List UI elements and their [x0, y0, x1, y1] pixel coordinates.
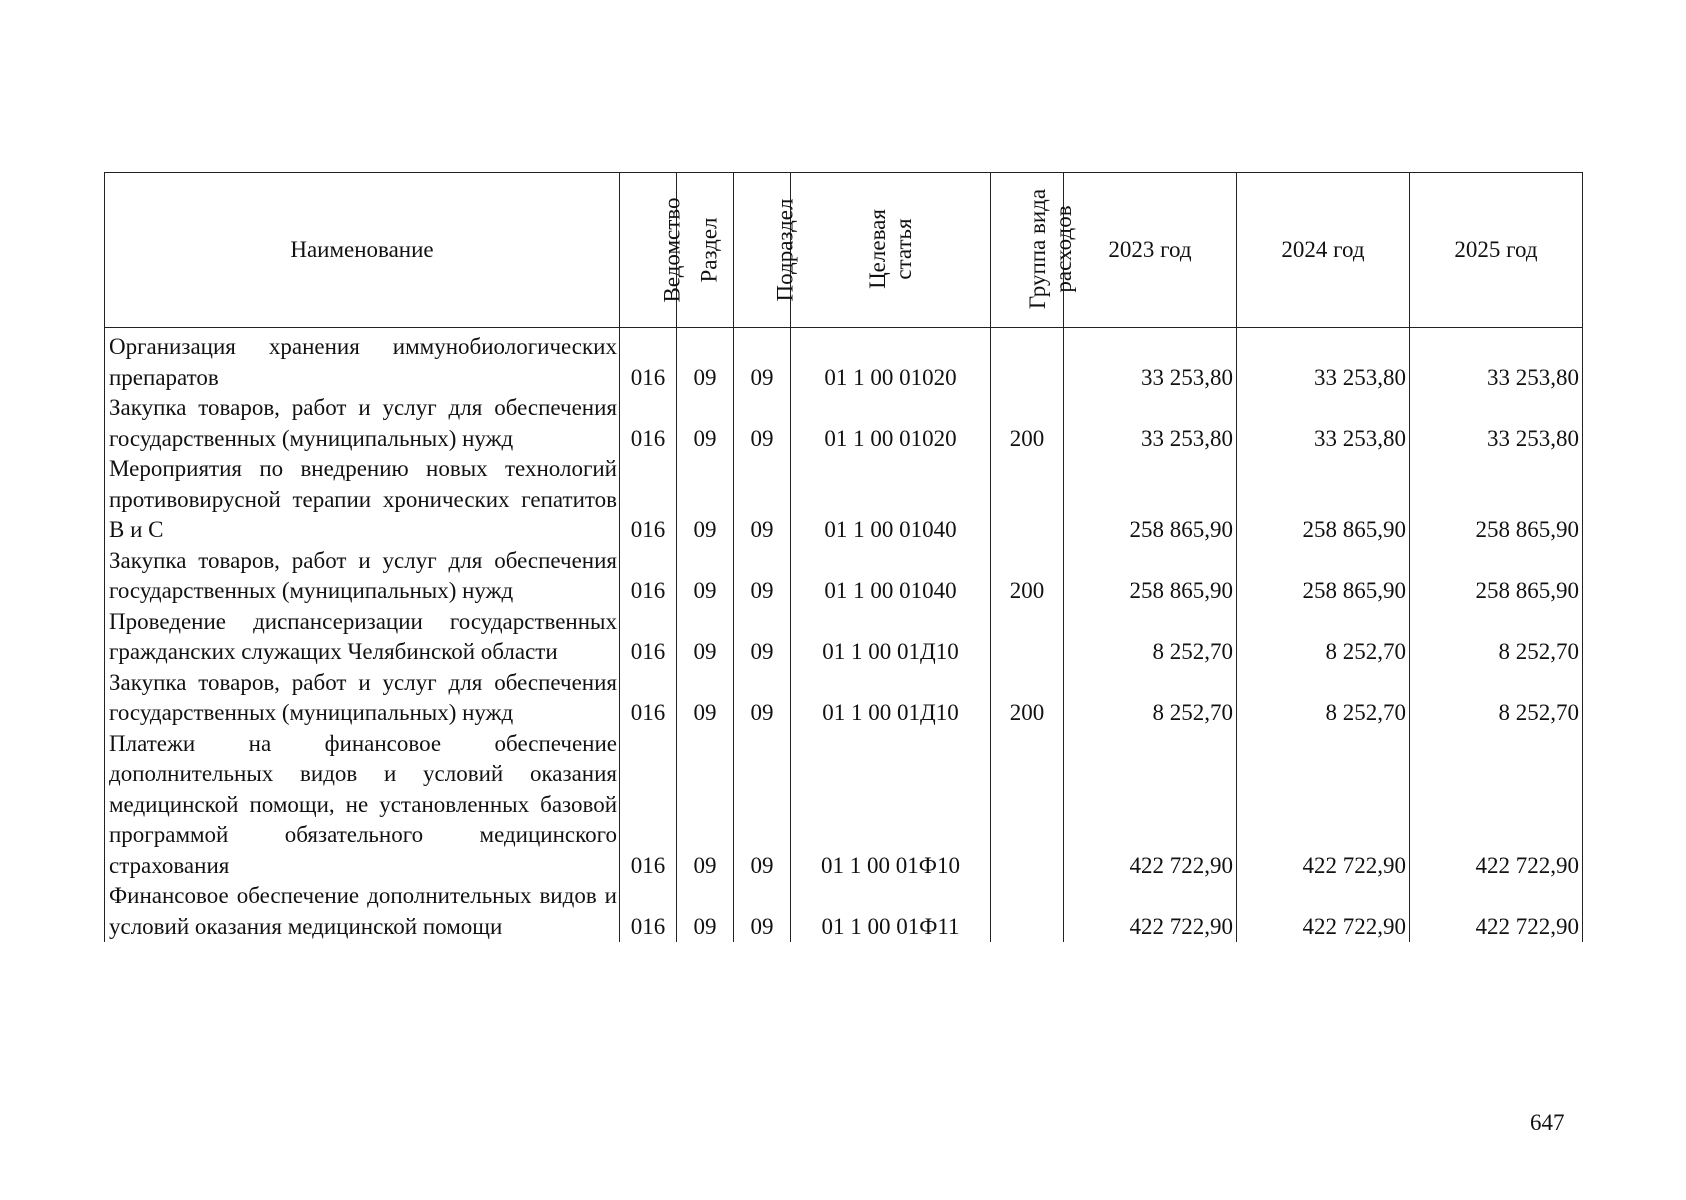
row-dept: 016	[620, 328, 677, 394]
row-group	[991, 729, 1064, 882]
row-2023: 422 722,90	[1064, 729, 1237, 882]
table-row	[105, 454, 1583, 546]
row-group	[991, 607, 1064, 668]
row-dept: 016	[620, 607, 677, 668]
row-section: 09	[677, 607, 734, 668]
header-name-label: Наименование	[290, 236, 434, 262]
row-target: 01 1 00 01020	[791, 393, 991, 454]
row-name: Закупка товаров, работ и услуг для обеспечения государственных (муниципальных) нужд	[105, 546, 620, 607]
table-row	[105, 393, 1583, 454]
row-target: 01 1 00 01Д10	[791, 668, 991, 729]
row-dept: 016	[620, 881, 677, 942]
table-row	[105, 328, 1583, 394]
row-section: 09	[677, 668, 734, 729]
row-dept: 016	[620, 729, 677, 882]
row-group	[991, 328, 1064, 394]
row-name: Платежи на финансовое обеспечение дополнительных видов и условий оказания медицинской помощи, не установленных базовой программой обязательного медицинского страхования	[105, 729, 620, 882]
row-section: 09	[677, 546, 734, 607]
header-group-label	[1025, 189, 1077, 309]
budget-table	[104, 172, 1583, 942]
row-2024: 422 722,90	[1237, 881, 1410, 942]
row-2023: 8 252,70	[1064, 607, 1237, 668]
header-subsection-label: Подраздел	[772, 198, 798, 302]
row-name: Финансовое обеспечение дополнительных видов и условий оказания медицинской помощи	[105, 881, 620, 942]
row-subsection: 09	[734, 454, 791, 546]
row-2023: 8 252,70	[1064, 668, 1237, 729]
row-2025: 8 252,70	[1410, 607, 1583, 668]
row-section: 09	[677, 729, 734, 882]
header-target-label	[864, 209, 916, 289]
row-2025: 33 253,80	[1410, 328, 1583, 394]
header-group	[991, 173, 1077, 328]
row-group: 200	[991, 393, 1064, 454]
row-section: 09	[677, 454, 734, 546]
row-section: 09	[677, 328, 734, 394]
row-2024: 33 253,80	[1237, 328, 1410, 394]
row-2025: 8 252,70	[1410, 668, 1583, 729]
table-header-row	[105, 173, 1583, 328]
row-subsection: 09	[734, 729, 791, 882]
row-2023: 33 253,80	[1064, 328, 1237, 394]
row-2025: 422 722,90	[1410, 881, 1583, 942]
table-row	[105, 881, 1583, 942]
row-dept: 016	[620, 546, 677, 607]
row-2024: 258 865,90	[1237, 546, 1410, 607]
row-2025: 422 722,90	[1410, 729, 1583, 882]
table-row	[105, 607, 1583, 668]
row-dept: 016	[620, 393, 677, 454]
row-subsection: 09	[734, 546, 791, 607]
row-section: 09	[677, 393, 734, 454]
row-2025: 33 253,80	[1410, 393, 1583, 454]
header-section-label: Раздел	[696, 217, 722, 283]
row-name: Мероприятия по внедрению новых технологий противовирусной терапии хронических гепатитов В и С	[105, 454, 620, 546]
row-group	[991, 881, 1064, 942]
row-target: 01 1 00 01Ф10	[791, 729, 991, 882]
row-target: 01 1 00 01040	[791, 546, 991, 607]
row-2024: 33 253,80	[1237, 393, 1410, 454]
row-name: Организация хранения иммунобиологических препаратов	[105, 328, 620, 394]
header-target-line1: Целевая	[864, 208, 890, 289]
page-number: 647	[1530, 1110, 1565, 1135]
row-section: 09	[677, 881, 734, 942]
header-2025: 2025 год	[1410, 173, 1583, 328]
row-subsection: 09	[734, 668, 791, 729]
header-dept-label: Ведомство	[659, 197, 685, 303]
header-target-line2: статья	[890, 218, 916, 280]
row-name: Проведение диспансеризации государственных гражданских служащих Челябинской области	[105, 607, 620, 668]
row-2024: 8 252,70	[1237, 607, 1410, 668]
row-2024: 258 865,90	[1237, 454, 1410, 546]
row-group: 200	[991, 546, 1064, 607]
row-group	[991, 454, 1064, 546]
header-group-line2: расходов	[1051, 205, 1077, 293]
row-name: Закупка товаров, работ и услуг для обеспечения государственных (муниципальных) нужд	[105, 393, 620, 454]
table-row	[105, 668, 1583, 729]
row-subsection: 09	[734, 328, 791, 394]
row-2023: 258 865,90	[1064, 454, 1237, 546]
row-2025: 258 865,90	[1410, 546, 1583, 607]
row-group: 200	[991, 668, 1064, 729]
row-dept: 016	[620, 454, 677, 546]
row-2023: 422 722,90	[1064, 881, 1237, 942]
row-dept: 016	[620, 668, 677, 729]
header-target	[791, 173, 991, 328]
header-2023: 2023 год	[1064, 173, 1237, 328]
header-subsection	[734, 173, 798, 328]
header-group-line1: Группа вида	[1025, 188, 1051, 309]
row-subsection: 09	[734, 393, 791, 454]
row-2024: 8 252,70	[1237, 668, 1410, 729]
header-2024: 2024 год	[1237, 173, 1410, 328]
header-dept	[620, 173, 685, 328]
row-subsection: 09	[734, 607, 791, 668]
row-2025: 258 865,90	[1410, 454, 1583, 546]
row-2023: 258 865,90	[1064, 546, 1237, 607]
table-row	[105, 546, 1583, 607]
row-target: 01 1 00 01Д10	[791, 607, 991, 668]
row-target: 01 1 00 01040	[791, 454, 991, 546]
row-2024: 422 722,90	[1237, 729, 1410, 882]
table-row	[105, 729, 1583, 882]
row-name: Закупка товаров, работ и услуг для обеспечения государственных (муниципальных) нужд	[105, 668, 620, 729]
row-subsection: 09	[734, 881, 791, 942]
row-2023: 33 253,80	[1064, 393, 1237, 454]
row-target: 01 1 00 01Ф11	[791, 881, 991, 942]
row-target: 01 1 00 01020	[791, 328, 991, 394]
header-name	[105, 173, 620, 328]
